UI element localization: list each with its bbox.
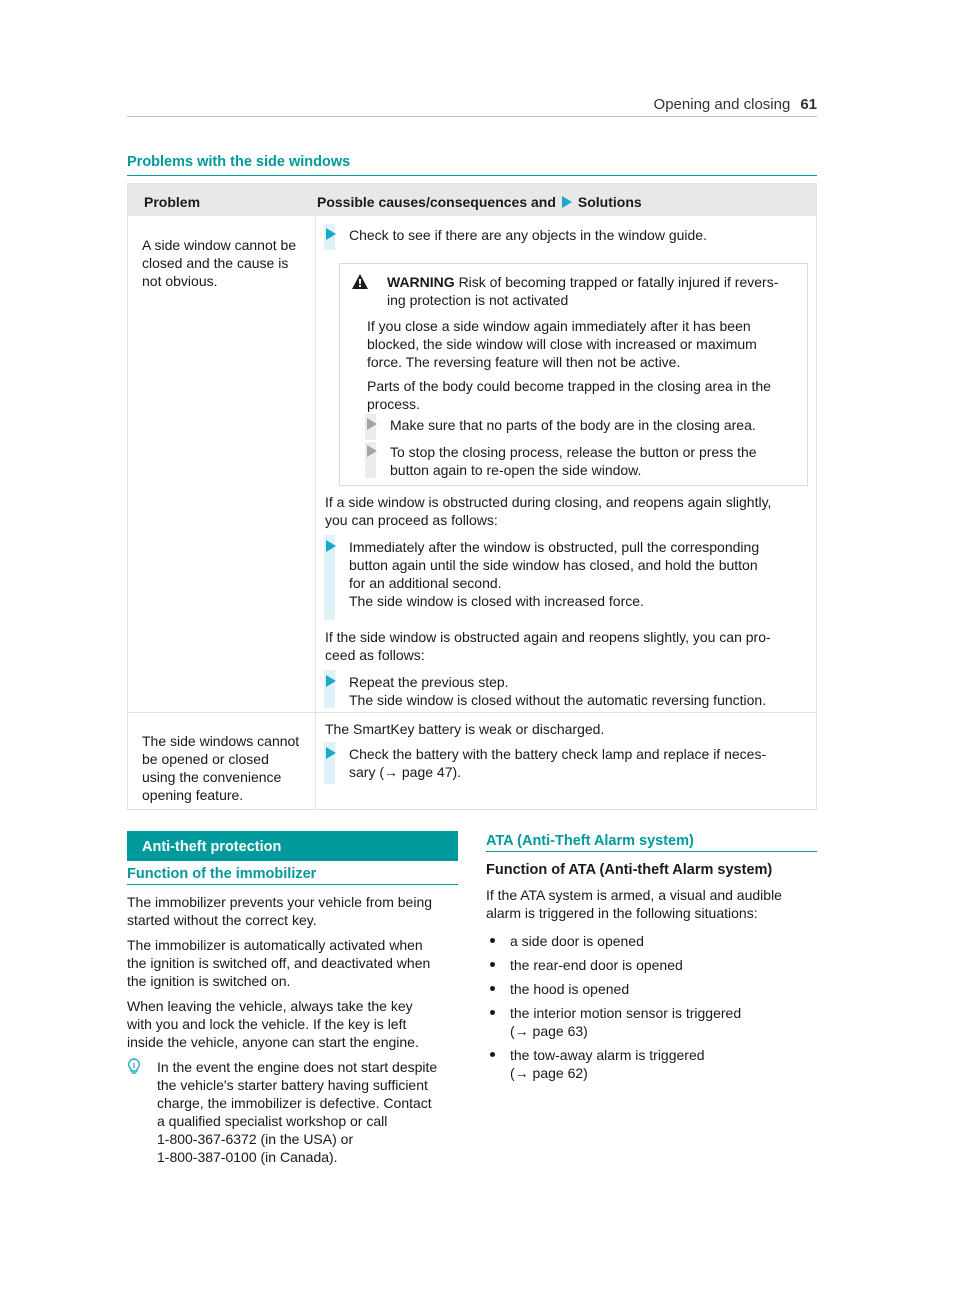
chapter-title: Opening and closing [653,96,791,113]
column-divider [315,216,316,810]
immobilizer-note: In the event the engine does not start despite the vehicle's starter battery having sufficient charge, the immobilizer is defective. Contact a qualified specialist workshop or call 1-800-367-6372 (in the USA) or 1-800-387-0100 (in Canada). [157,1059,438,1165]
ata-intro: If the ATA system is armed, a visual and audible alarm is triggered in the following situations: [486,887,782,921]
action-arrow-icon [562,196,572,208]
bullet-dot [490,1010,495,1015]
row2-cause: The SmartKey battery is weak or discharged. [325,721,605,737]
immobilizer-rule [127,884,458,885]
anti-theft-title: Anti-theft protection [142,839,282,855]
warning-para1: If you close a side window again immediately after it has been blocked, the side window will close with increased or maximum force. The reversing feature will then not be active. [367,318,757,370]
warning-step-arrow-icon [367,445,377,457]
warning-step-arrow-icon [367,418,377,430]
header-problem: Problem [144,194,201,210]
row1-step2: Immediately after the window is obstructed, pull the corresponding button again until the side window has closed, and hold the button for an additional second. The side window is closed with increased force. [349,539,760,609]
step-arrow-icon [326,540,336,552]
bullet-dot [490,962,495,967]
warning-label: WARNING [387,274,455,290]
warning-step2: To stop the closing process, release the button or press the button again to re-open the side window. [390,444,757,478]
section-title-problems: Problems with the side windows [127,154,351,170]
note-lightbulb-icon [127,1058,141,1075]
warning-triangle-icon [352,274,368,289]
bullet-dot [490,938,495,943]
running-header [654,96,817,114]
immobilizer-p1: The immobilizer prevents your vehicle from being started without the correct key. [127,894,433,928]
page-number: 61 [800,96,817,113]
row1-step3: Repeat the previous step. The side window is closed without the automatic reversing function. [349,674,767,708]
header-causes: Possible causes/consequences and Solutions [317,194,642,210]
warning-box [339,263,808,486]
row1-para-again: If the side window is obstructed again and reopens slightly, you can pro- ceed as follows: [325,629,771,663]
row2-step: Check the battery with the battery check lamp and replace if neces- sary (→ page 47). [349,746,767,780]
ata-title: ATA (Anti-Theft Alarm system) [486,833,694,849]
ata-item: the interior motion sensor is triggered (→ page 63) [510,1005,742,1039]
immobilizer-p3: When leaving the vehicle, always take the key with you and lock the vehicle. If the key is left inside the vehicle, anyone can start the engine. [127,998,419,1050]
warning-para2: Parts of the body could become trapped in the closing area in the process. [367,378,771,412]
step-arrow-icon [326,228,336,240]
warning-heading-cont: ing protection is not activated [387,292,569,308]
bullet-dot [490,986,495,991]
warning-heading: WARNING Risk of becoming trapped or fatally injured if revers- [387,274,779,290]
ata-item: the hood is opened [510,981,630,997]
row1-para-obstructed: If a side window is obstructed during closing, and reopens again slightly, you can proceed as follows: [325,494,772,528]
ata-item: the rear-end door is opened [510,957,683,973]
row1-problem: A side window cannot be closed and the cause is not obvious. [142,237,297,289]
row-divider [128,712,816,713]
anti-theft-bar [127,831,458,861]
ata-item: the tow-away alarm is triggered (→ page 62) [510,1047,705,1081]
ata-item: a side door is opened [510,933,644,949]
step-arrow-icon [326,675,336,687]
header-divider [127,116,817,117]
warning-step1: Make sure that no parts of the body are in the closing area. [390,417,756,433]
ata-sub-title: Function of ATA (Anti-theft Alarm system) [486,862,773,878]
section-rule [127,175,817,176]
row1-step1: Check to see if there are any objects in the window guide. [349,227,707,243]
bullet-dot [490,1052,495,1057]
step-arrow-icon [326,747,336,759]
immobilizer-title: Function of the immobilizer [127,866,317,882]
problems-table [127,183,817,810]
table-header [128,184,816,216]
immobilizer-p2: The immobilizer is automatically activated when the ignition is switched off, and deactivated when the ignition is switched on. [127,937,431,989]
row2-problem: The side windows cannot be opened or closed using the convenience opening feature. [142,733,300,803]
ata-rule [486,851,817,852]
